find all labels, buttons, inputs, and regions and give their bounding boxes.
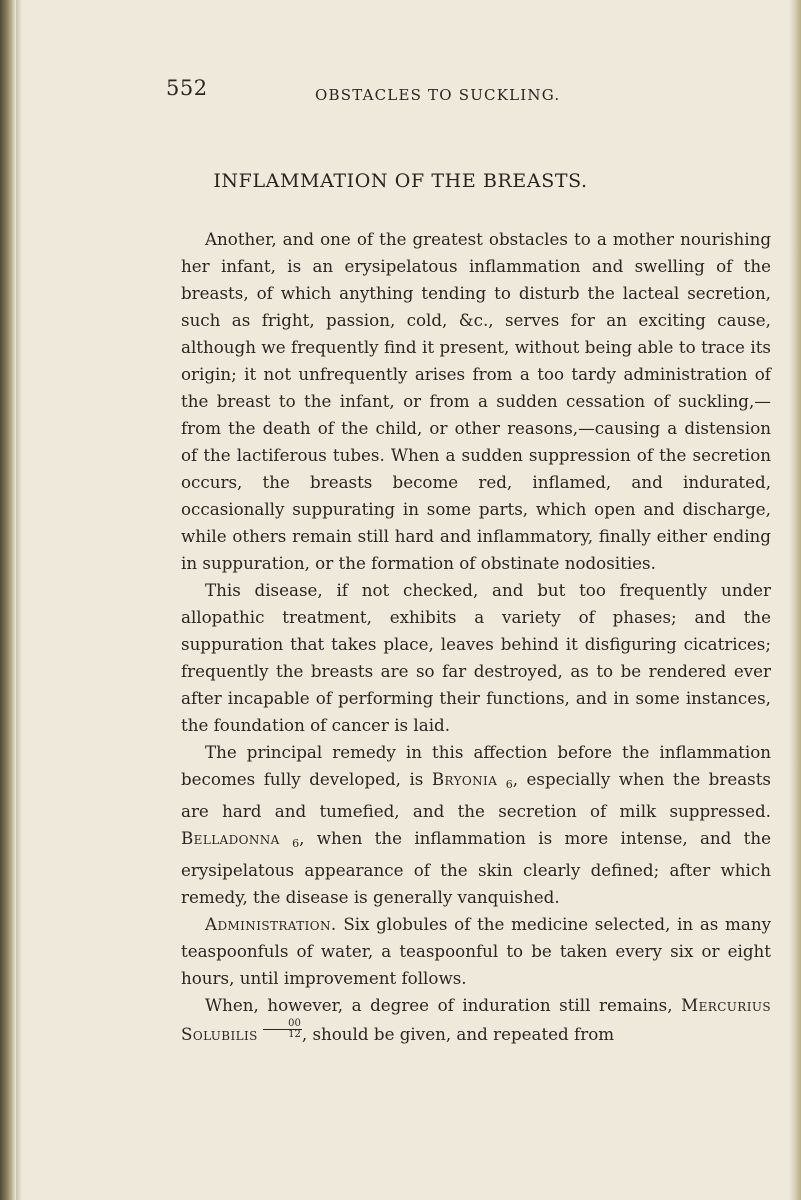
paragraph-1: Another, and one of the greatest obstacles to a mother nourishing her infant, is an erysipelatous inflammation and swelling of the breasts, of which anything tending to disturb the lacteal secretion, such as fright, passion, cold, &c., serves for an exciting cause, although we frequently find it present, without being able to trace its origin; it not unfrequently arises from a too tardy administration of the breast to the infant, or from a sudden cessation of suckling,—from the death of the child, or other reasons,—causing a distension of the lactiferous tubes. When a sudden suppression of the secretion occurs, the breasts become red, inflamed, and indurated, occasionally suppurating in some parts, which open and discharge, while others remain still hard and inflammatory, finally either ending in suppuration, or the formation of obstinate nodosities.	[181, 229, 771, 573]
paragraph-4-text: Six globules of the medicine selected, in as many teaspoonfuls of water, a teaspoonful to be taken every six or eight hours, until improvement follows.	[181, 914, 771, 988]
paragraph-5-text-b: , should be given, and repeated from	[301, 1024, 615, 1044]
remedy-mercurius-dose	[263, 1019, 302, 1040]
running-title: OBSTACLES TO SUCKLING.	[315, 86, 561, 104]
remedy-bryonia-dose: 6	[505, 778, 513, 791]
section-heading: INFLAMMATION OF THE BREASTS.	[213, 170, 588, 192]
remedy-belladonna-dose: 6	[292, 837, 300, 850]
paragraph-5-text-a: When, however, a degree of induration still remains,	[205, 995, 673, 1015]
dose-denominator: 12	[288, 1029, 301, 1040]
remedy-bryonia: Bryonia	[431, 769, 498, 789]
dose-numerator: 00	[263, 1019, 302, 1030]
running-head	[166, 76, 626, 106]
paragraph-3-text-b: , especially when the breasts are hard and tumefied, and the secretion of milk suppressed.	[181, 769, 771, 821]
paragraph-5	[181, 992, 771, 1048]
paragraph-3	[181, 739, 771, 911]
paragraph-4	[181, 911, 771, 992]
paragraph-3-text-c: , when the inflammation is more intense, and the erysipelatous appearance of the skin clearly defined; after which remedy, the disease is generally vanquished.	[181, 828, 772, 907]
body-text	[181, 226, 771, 1048]
remedy-belladonna: Belladonna	[181, 828, 280, 848]
paragraph-2: This disease, if not checked, and but too frequently under allopathic treatment, exhibits a variety of phases; and the suppuration that takes place, leaves behind it disfiguring cicatrices; frequently the breasts are so far destroyed, as to be rendered ever after incapable of performing their functions, and in some instances, the foundation of cancer is laid.	[181, 580, 771, 735]
remedy-mercurius: Mercurius Solubilis	[181, 995, 771, 1044]
page-number: 552	[166, 76, 208, 100]
administration-label: Administration.	[205, 914, 337, 934]
paragraph-3-text-a: The principal remedy in this affection before the inflammation becomes fully developed, is	[181, 742, 771, 789]
